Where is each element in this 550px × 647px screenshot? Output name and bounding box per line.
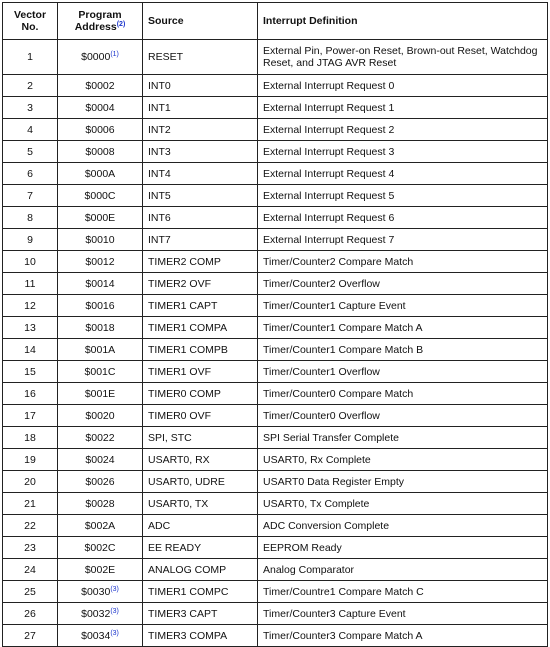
vector-no-cell: 4 xyxy=(3,119,58,141)
address-value: $0024 xyxy=(85,453,115,466)
interrupt-definition-cell: Timer/Counter3 Compare Match A xyxy=(258,625,548,647)
address-value: $0002 xyxy=(85,79,115,92)
address-value: $0030 xyxy=(81,585,111,598)
source-cell: INT1 xyxy=(143,97,258,119)
source-cell: ANALOG COMP xyxy=(143,559,258,581)
table-row xyxy=(3,493,548,515)
vector-no-cell: 3 xyxy=(3,97,58,119)
header-address-line1: Program xyxy=(78,9,122,21)
header-program-address xyxy=(58,3,143,40)
vector-no-cell: 22 xyxy=(3,515,58,537)
vector-no-cell: 11 xyxy=(3,273,58,295)
program-address-cell xyxy=(58,251,143,273)
vector-no-cell: 14 xyxy=(3,339,58,361)
table-row xyxy=(3,581,548,603)
program-address-cell xyxy=(58,339,143,361)
address-value: $0000 xyxy=(81,51,111,63)
interrupt-definition-cell: Timer/Counter0 Overflow xyxy=(258,405,548,427)
interrupt-definition-cell: Timer/Counter0 Compare Match xyxy=(258,383,548,405)
address-value: $000C xyxy=(84,189,116,202)
table-row xyxy=(3,229,548,251)
table-row xyxy=(3,361,548,383)
vector-no-cell: 15 xyxy=(3,361,58,383)
program-address-cell xyxy=(58,119,143,141)
interrupt-definition-cell: USART0 Data Register Empty xyxy=(258,471,548,493)
address-value: $0020 xyxy=(85,409,115,422)
program-address-cell xyxy=(58,581,143,603)
program-address-cell xyxy=(58,427,143,449)
address-value: $0014 xyxy=(85,277,115,290)
address-value: $0016 xyxy=(85,299,115,312)
table-row xyxy=(3,339,548,361)
interrupt-definition-cell: Timer/Counter2 Overflow xyxy=(258,273,548,295)
address-value: $0004 xyxy=(85,101,115,114)
vector-no-cell: 13 xyxy=(3,317,58,339)
header-vector-line2: No. xyxy=(21,21,39,33)
source-cell: TIMER1 COMPA xyxy=(143,317,258,339)
address-footnote: (3) xyxy=(110,607,119,615)
source-cell: TIMER2 COMP xyxy=(143,251,258,273)
vector-no-cell: 23 xyxy=(3,537,58,559)
source-cell: INT0 xyxy=(143,75,258,97)
source-cell: TIMER1 COMPB xyxy=(143,339,258,361)
source-cell: SPI, STC xyxy=(143,427,258,449)
table-row xyxy=(3,427,548,449)
program-address-cell xyxy=(58,471,143,493)
table-row xyxy=(3,251,548,273)
table-header xyxy=(3,3,548,40)
source-cell: INT2 xyxy=(143,119,258,141)
header-source: Source xyxy=(143,3,258,40)
vector-no-cell: 6 xyxy=(3,163,58,185)
vector-no-cell: 18 xyxy=(3,427,58,449)
interrupt-definition-cell: External Interrupt Request 1 xyxy=(258,97,548,119)
interrupt-definition-cell: External Interrupt Request 7 xyxy=(258,229,548,251)
interrupt-definition-cell: External Pin, Power-on Reset, Brown-out Reset, Watchdog Reset, and JTAG AVR Reset xyxy=(258,40,548,75)
table-row xyxy=(3,515,548,537)
address-value: $0018 xyxy=(85,321,115,334)
interrupt-definition-cell: Timer/Countre1 Compare Match C xyxy=(258,581,548,603)
source-cell: INT7 xyxy=(143,229,258,251)
source-cell: TIMER2 OVF xyxy=(143,273,258,295)
vector-no-cell: 20 xyxy=(3,471,58,493)
program-address-cell xyxy=(58,405,143,427)
table-row xyxy=(3,449,548,471)
address-value: $0006 xyxy=(85,123,115,136)
interrupt-definition-cell: EEPROM Ready xyxy=(258,537,548,559)
source-cell: EE READY xyxy=(143,537,258,559)
table-body xyxy=(3,40,548,647)
vector-no-cell: 26 xyxy=(3,603,58,625)
interrupt-definition-cell: Timer/Counter3 Capture Event xyxy=(258,603,548,625)
interrupt-definition-cell: USART0, Rx Complete xyxy=(258,449,548,471)
vector-no-cell: 2 xyxy=(3,75,58,97)
interrupt-definition-cell: External Interrupt Request 6 xyxy=(258,207,548,229)
address-value: $0010 xyxy=(85,233,115,246)
program-address-cell xyxy=(58,603,143,625)
program-address-cell xyxy=(58,75,143,97)
table-row xyxy=(3,625,548,647)
program-address-cell xyxy=(58,625,143,647)
table-row xyxy=(3,163,548,185)
header-row xyxy=(3,3,548,40)
interrupt-definition-cell: External Interrupt Request 5 xyxy=(258,185,548,207)
header-interrupt-definition: Interrupt Definition xyxy=(258,3,548,40)
source-cell: TIMER0 OVF xyxy=(143,405,258,427)
program-address-cell xyxy=(58,40,143,75)
program-address-cell xyxy=(58,295,143,317)
vector-no-cell: 10 xyxy=(3,251,58,273)
program-address-cell xyxy=(58,361,143,383)
table-row xyxy=(3,185,548,207)
address-value: $001C xyxy=(84,365,116,378)
interrupt-definition-cell: External Interrupt Request 0 xyxy=(258,75,548,97)
vector-no-cell: 1 xyxy=(3,40,58,75)
address-value: $000A xyxy=(84,167,116,180)
program-address-cell xyxy=(58,383,143,405)
source-cell: INT6 xyxy=(143,207,258,229)
header-address-footnote: (2) xyxy=(116,21,126,28)
table-row xyxy=(3,119,548,141)
address-footnote: (3) xyxy=(110,585,119,593)
interrupt-definition-cell: Timer/Counter1 Compare Match A xyxy=(258,317,548,339)
program-address-cell xyxy=(58,537,143,559)
address-value: $001E xyxy=(84,387,116,400)
interrupt-definition-cell: External Interrupt Request 3 xyxy=(258,141,548,163)
table-row xyxy=(3,295,548,317)
interrupt-definition-cell: Timer/Counter2 Compare Match xyxy=(258,251,548,273)
table-row xyxy=(3,207,548,229)
address-value: $0026 xyxy=(85,475,115,488)
source-cell: USART0, RX xyxy=(143,449,258,471)
interrupt-definition-cell: Timer/Counter1 Overflow xyxy=(258,361,548,383)
program-address-cell xyxy=(58,163,143,185)
source-cell: TIMER1 CAPT xyxy=(143,295,258,317)
interrupt-definition-cell: External Interrupt Request 2 xyxy=(258,119,548,141)
address-value: $0022 xyxy=(85,431,115,444)
source-cell: INT4 xyxy=(143,163,258,185)
header-vector-line1: Vector xyxy=(13,9,47,21)
source-cell: INT5 xyxy=(143,185,258,207)
vector-no-cell: 7 xyxy=(3,185,58,207)
vector-no-cell: 17 xyxy=(3,405,58,427)
vector-no-cell: 21 xyxy=(3,493,58,515)
program-address-cell xyxy=(58,515,143,537)
table-row xyxy=(3,97,548,119)
interrupt-vector-table xyxy=(2,2,548,647)
vector-no-cell: 19 xyxy=(3,449,58,471)
program-address-cell xyxy=(58,97,143,119)
vector-no-cell: 24 xyxy=(3,559,58,581)
address-value: $001A xyxy=(84,343,116,356)
address-value: $002C xyxy=(84,541,116,554)
program-address-cell xyxy=(58,229,143,251)
address-value: $0032 xyxy=(81,607,111,620)
interrupt-definition-cell: Timer/Counter1 Compare Match B xyxy=(258,339,548,361)
address-value: $002A xyxy=(84,519,116,532)
address-value: $0034 xyxy=(81,629,111,642)
vector-no-cell: 27 xyxy=(3,625,58,647)
source-cell: USART0, UDRE xyxy=(143,471,258,493)
source-cell: TIMER1 OVF xyxy=(143,361,258,383)
source-cell: TIMER1 COMPC xyxy=(143,581,258,603)
source-cell: TIMER3 COMPA xyxy=(143,625,258,647)
table-row xyxy=(3,273,548,295)
source-cell: INT3 xyxy=(143,141,258,163)
header-address-line2: Address xyxy=(74,21,117,33)
header-vector-no xyxy=(3,3,58,40)
table-row xyxy=(3,537,548,559)
address-footnote: (3) xyxy=(110,629,119,637)
program-address-cell xyxy=(58,559,143,581)
address-value: $0012 xyxy=(85,255,115,268)
table-row xyxy=(3,405,548,427)
program-address-cell xyxy=(58,185,143,207)
address-value: $0028 xyxy=(85,497,115,510)
vector-no-cell: 8 xyxy=(3,207,58,229)
table-row xyxy=(3,559,548,581)
interrupt-definition-cell: ADC Conversion Complete xyxy=(258,515,548,537)
program-address-cell xyxy=(58,273,143,295)
interrupt-definition-cell: USART0, Tx Complete xyxy=(258,493,548,515)
program-address-cell xyxy=(58,141,143,163)
address-value: $0008 xyxy=(85,145,115,158)
interrupt-definition-cell: SPI Serial Transfer Complete xyxy=(258,427,548,449)
vector-no-cell: 25 xyxy=(3,581,58,603)
table-row xyxy=(3,471,548,493)
table-row xyxy=(3,75,548,97)
interrupt-definition-cell: External Interrupt Request 4 xyxy=(258,163,548,185)
source-cell: ADC xyxy=(143,515,258,537)
program-address-cell xyxy=(58,449,143,471)
vector-no-cell: 5 xyxy=(3,141,58,163)
table-row xyxy=(3,141,548,163)
interrupt-definition-cell: Analog Comparator xyxy=(258,559,548,581)
table-row xyxy=(3,603,548,625)
source-cell: TIMER0 COMP xyxy=(143,383,258,405)
program-address-cell xyxy=(58,207,143,229)
address-value: $002E xyxy=(84,563,116,576)
source-cell: TIMER3 CAPT xyxy=(143,603,258,625)
address-value: $000E xyxy=(84,211,116,224)
source-cell: USART0, TX xyxy=(143,493,258,515)
interrupt-definition-cell: Timer/Counter1 Capture Event xyxy=(258,295,548,317)
vector-no-cell: 12 xyxy=(3,295,58,317)
program-address-cell xyxy=(58,493,143,515)
table-row xyxy=(3,40,548,75)
table-row xyxy=(3,383,548,405)
table-row xyxy=(3,317,548,339)
program-address-cell xyxy=(58,317,143,339)
address-footnote: (1) xyxy=(110,51,119,58)
vector-no-cell: 16 xyxy=(3,383,58,405)
vector-no-cell: 9 xyxy=(3,229,58,251)
source-cell: RESET xyxy=(143,40,258,75)
